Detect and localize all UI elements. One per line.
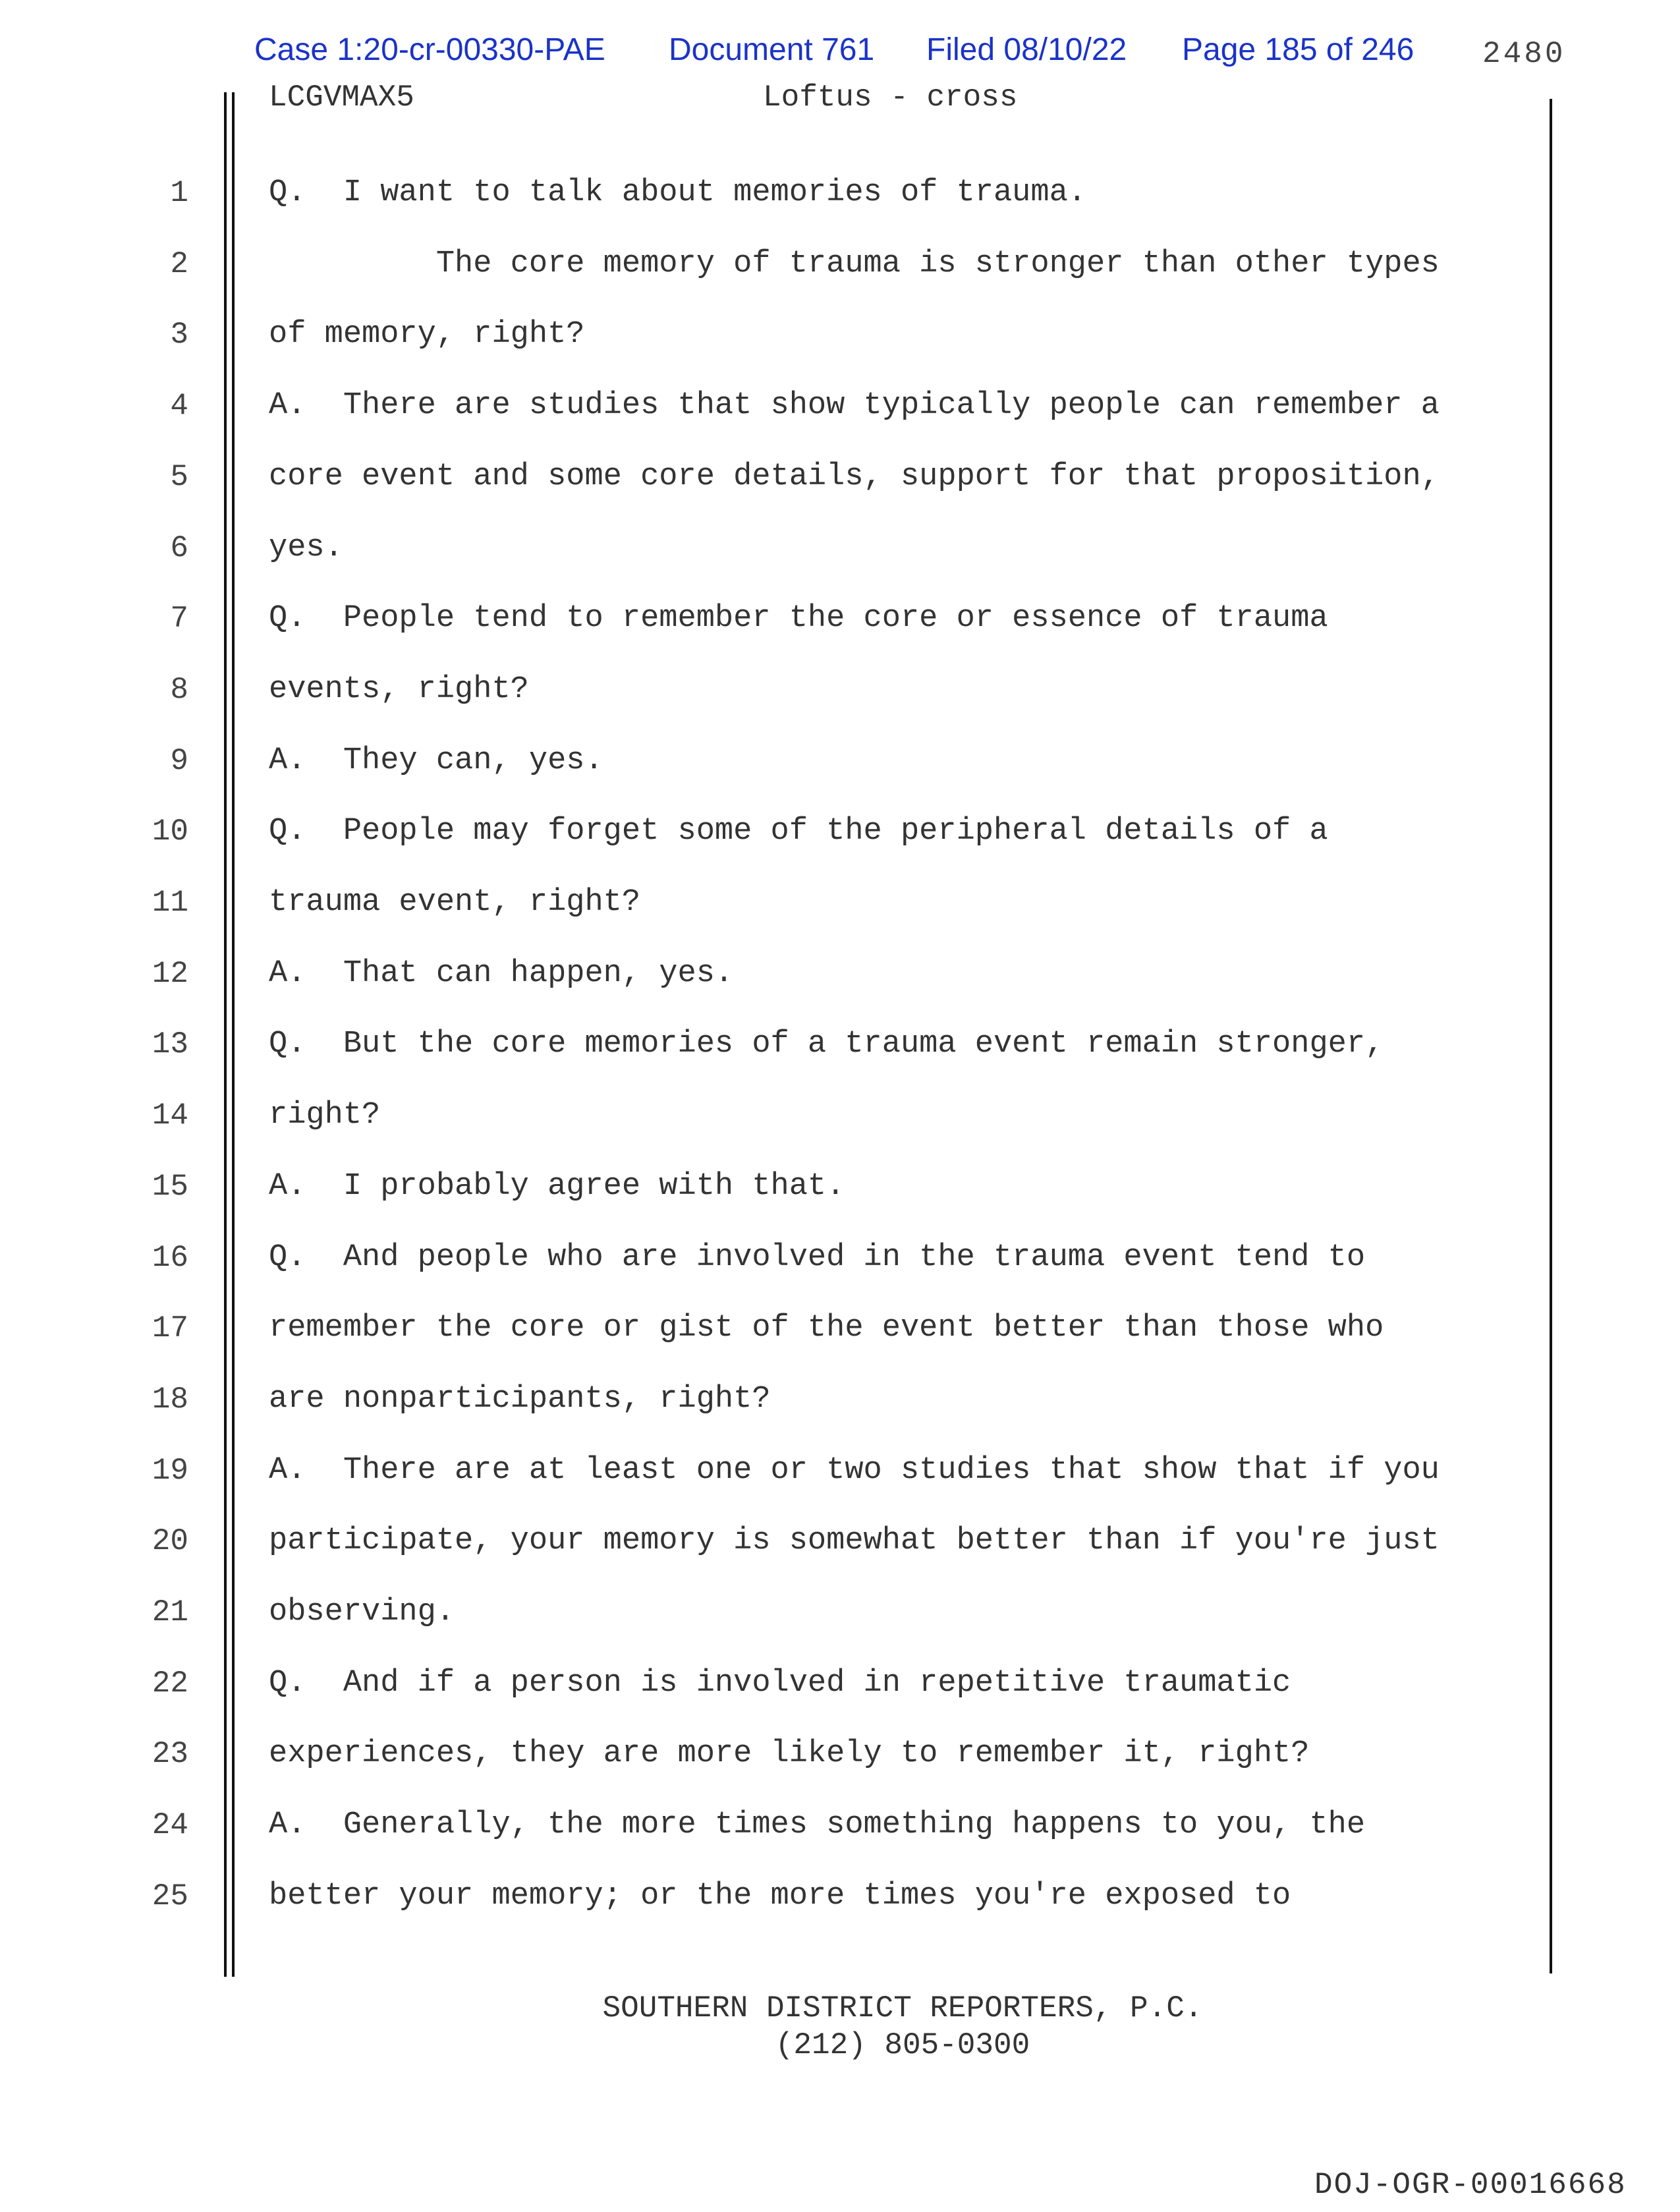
line-text: experiences, they are more likely to remember it, right? [269, 1736, 1310, 1771]
transcript-line [0, 386, 1680, 457]
transcript-line [0, 1877, 1680, 1948]
transcript-line [0, 599, 1680, 670]
line-number: 10 [152, 814, 188, 849]
line-number: 8 [170, 673, 188, 707]
line-text: A. Generally, the more times something happens to you, the [269, 1807, 1366, 1842]
line-number: 1 [170, 176, 188, 210]
line-text: participate, your memory is somewhat better than if you're just [269, 1523, 1440, 1558]
line-number: 3 [170, 318, 188, 352]
line-text: Q. People may forget some of the peripheral details of a [269, 814, 1328, 849]
transcript-line [0, 1664, 1680, 1735]
transcript-line [0, 741, 1680, 812]
transcript-line [0, 1380, 1680, 1451]
transcript-line [0, 883, 1680, 954]
transcript-page-number: 2480 [1482, 37, 1566, 71]
line-number: 24 [152, 1808, 188, 1842]
line-text: Q. But the core memories of a trauma event remain stronger, [269, 1027, 1384, 1062]
line-text: A. There are studies that show typically people can remember a [269, 388, 1440, 423]
line-number: 5 [170, 460, 188, 494]
transcript-line [0, 1025, 1680, 1096]
filed-date: Filed 08/10/22 [926, 32, 1127, 67]
transcript-line [0, 1734, 1680, 1805]
line-number: 18 [152, 1382, 188, 1417]
transcript-line [0, 954, 1680, 1025]
line-number: 14 [152, 1098, 188, 1133]
line-number: 9 [170, 744, 188, 778]
line-number: 6 [170, 531, 188, 565]
line-number: 17 [152, 1311, 188, 1346]
transcript-line [0, 1238, 1680, 1309]
transcript-code: LCGVMAX5 [269, 80, 414, 115]
line-text: Q. I want to talk about memories of trauma. [269, 175, 1087, 210]
line-text: core event and some core details, support for that proposition, [269, 459, 1440, 494]
line-text: The core memory of trauma is stronger than other types [269, 246, 1440, 281]
line-number: 16 [152, 1241, 188, 1275]
line-number: 19 [152, 1454, 188, 1488]
line-number: 15 [152, 1170, 188, 1204]
line-text: yes. [269, 530, 343, 565]
transcript-line [0, 1805, 1680, 1877]
line-number: 11 [152, 886, 188, 920]
line-text: A. They can, yes. [269, 743, 603, 778]
line-text: A. That can happen, yes. [269, 956, 734, 991]
line-text: Q. And people who are involved in the trauma event tend to [269, 1240, 1366, 1275]
transcript-line [0, 244, 1680, 316]
transcript-line [0, 173, 1680, 244]
line-text: Q. And if a person is involved in repetitive traumatic [269, 1666, 1291, 1701]
line-text: observing. [269, 1595, 455, 1630]
line-number: 25 [152, 1879, 188, 1914]
transcript-line [0, 670, 1680, 741]
page-of-total: Page 185 of 246 [1182, 32, 1414, 67]
line-text: Q. People tend to remember the core or essence of trauma [269, 601, 1328, 636]
line-text: A. There are at least one or two studies that show that if you [269, 1453, 1440, 1488]
line-text: right? [269, 1098, 381, 1133]
transcript-line [0, 1167, 1680, 1238]
case-number: Case 1:20-cr-00330-PAE [254, 32, 605, 67]
bates-number: DOJ-OGR-00016668 [1314, 2168, 1627, 2202]
line-number: 20 [152, 1524, 188, 1558]
reporter-footer [0, 1990, 1680, 2064]
transcript-line [0, 528, 1680, 600]
transcript-line [0, 812, 1680, 883]
transcript-line [0, 1309, 1680, 1380]
line-number: 4 [170, 389, 188, 423]
reporter-phone: (212) 805-0300 [775, 2028, 1030, 2062]
transcript-line [0, 1521, 1680, 1593]
line-number: 22 [152, 1666, 188, 1701]
line-number: 7 [170, 602, 188, 636]
transcript-line [0, 315, 1680, 386]
line-text: of memory, right? [269, 317, 585, 352]
line-number: 23 [152, 1737, 188, 1771]
line-text: trauma event, right? [269, 885, 641, 920]
document-number: Document 761 [669, 32, 875, 67]
line-text: are nonparticipants, right? [269, 1382, 771, 1417]
line-number: 13 [152, 1027, 188, 1062]
transcript-line [0, 1096, 1680, 1167]
transcript-line [0, 1593, 1680, 1664]
transcript-line [0, 1451, 1680, 1522]
line-text: A. I probably agree with that. [269, 1169, 845, 1204]
line-number: 2 [170, 247, 188, 281]
reporter-name: SOUTHERN DISTRICT REPORTERS, P.C. [602, 1991, 1203, 2026]
transcript-title: Loftus - cross [763, 80, 1018, 115]
transcript-line [0, 457, 1680, 528]
line-text: remember the core or gist of the event better than those who [269, 1311, 1384, 1346]
line-text: events, right? [269, 672, 529, 707]
line-number: 21 [152, 1595, 188, 1630]
line-number: 12 [152, 957, 188, 991]
line-text: better your memory; or the more times you're exposed to [269, 1879, 1291, 1914]
